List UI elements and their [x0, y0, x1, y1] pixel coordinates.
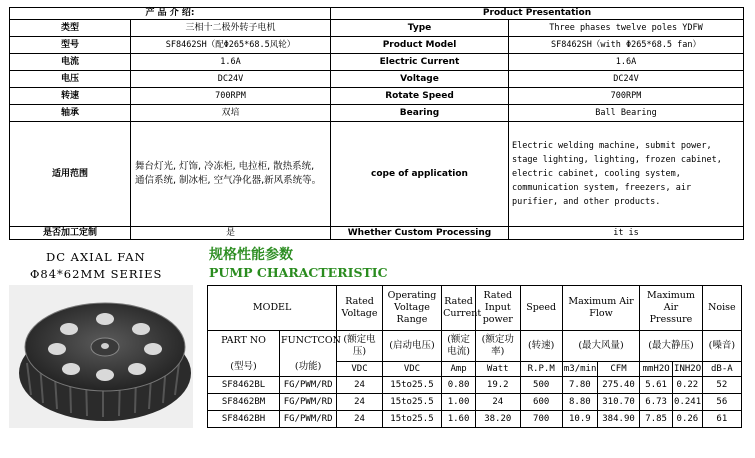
spec-header-row [208, 286, 742, 331]
pressure-mm: 6.73 [640, 394, 673, 411]
rated-current: 1.00 [442, 394, 476, 411]
operating-voltage-header: Operating Voltage Range [382, 286, 441, 331]
en-value: DC24V [509, 71, 744, 88]
product-row-current [10, 54, 744, 71]
unit-mmh2o: mmH2O [640, 362, 673, 377]
rated-voltage: 24 [337, 377, 383, 394]
cn-label: 电压 [10, 71, 131, 88]
unit-speed: R.P.M [520, 362, 562, 377]
part-no: SF8462BM [208, 394, 280, 411]
en-value: 1.6A [509, 54, 744, 71]
en-label: Voltage [331, 71, 509, 88]
pressure-mm: 5.61 [640, 377, 673, 394]
max-air-flow-header: Maximum Air Flow [562, 286, 639, 331]
en-value: 700RPM [509, 88, 744, 105]
en-label: Product Model [331, 37, 509, 54]
flow-m3: 7.80 [562, 377, 597, 394]
noise: 52 [702, 377, 741, 394]
noise: 61 [702, 411, 741, 428]
flow-cfm: 384.90 [597, 411, 639, 428]
rated-voltage-header: Rated Voltage [337, 286, 383, 331]
part-no: SF8462BH [208, 411, 280, 428]
noise-header: Noise [702, 286, 741, 331]
en-value: Three phases twelve poles YDFW [509, 20, 744, 37]
speed-header: Speed [520, 286, 562, 331]
spec-title-cn: 规格性能参数 [209, 247, 293, 263]
en-label: cope of application [331, 122, 509, 227]
en-label: Electric Current [331, 54, 509, 71]
pressure-in: 0.26 [673, 411, 703, 428]
flow-m3: 8.80 [562, 394, 597, 411]
product-row-speed [10, 88, 744, 105]
cn-value: DC24V [131, 71, 331, 88]
cn-label: 适用范围 [10, 122, 131, 227]
flow-cfm: 310.70 [597, 394, 639, 411]
cn-label: 转速 [10, 88, 131, 105]
spec-table [207, 285, 742, 428]
cn-value: 舞台灯光, 灯饰, 冷冻柜, 电拉柜, 散热系统, 通信系统, 制冰柜, 空气净化器,新风系统等。 [131, 122, 331, 227]
pressure-in: 0.22 [673, 377, 703, 394]
product-row-type [10, 20, 744, 37]
en-value: SF8462SH（with Φ265*68.5 fan） [509, 37, 744, 54]
rated-input: 19.2 [476, 377, 520, 394]
unit-dba: dB-A [702, 362, 741, 377]
cn-value: 双培 [131, 105, 331, 122]
product-header-cn: 产 品 介 绍: [10, 8, 331, 20]
pressure-mm: 7.85 [640, 411, 673, 428]
fan-title-line2: Φ84*62MM SERIES [30, 267, 163, 281]
product-row-application [10, 122, 744, 227]
spec-title-en: PUMP CHARACTERISTIC [209, 265, 388, 280]
unit-operating-voltage: VDC [382, 362, 441, 377]
model-header: MODEL [208, 286, 337, 331]
cn-label: 电流 [10, 54, 131, 71]
max-air-pressure-header: Maximum Air Pressure [640, 286, 702, 331]
rated-voltage: 24 [337, 411, 383, 428]
speed: 500 [520, 377, 562, 394]
table-row [208, 377, 742, 394]
function: FG/PWM/RD [280, 411, 337, 428]
fan-image [9, 285, 193, 428]
function-cn: (功能) [294, 360, 322, 372]
air-flow-cn: (最大风量) [562, 331, 639, 362]
cn-value: 是 [131, 227, 331, 240]
speed: 700 [520, 411, 562, 428]
unit-rated-voltage: VDC [337, 362, 383, 377]
speed-cn: (转速) [520, 331, 562, 362]
air-pressure-cn: (最大静压) [640, 331, 702, 362]
speed: 600 [520, 394, 562, 411]
table-row [208, 411, 742, 428]
operating-voltage: 15to25.5 [382, 394, 441, 411]
en-value: it is [509, 227, 744, 240]
function-label: FUNCTCON [281, 334, 341, 346]
function: FG/PWM/RD [280, 394, 337, 411]
product-header-en: Product Presentation [331, 8, 744, 20]
blower-wheel-illustration [9, 285, 193, 428]
rated-voltage-cn: (额定电压) [337, 331, 383, 362]
noise: 56 [702, 394, 741, 411]
rated-current-cn: (额定电流) [442, 331, 476, 362]
cn-value: 三相十二极外转子电机 [131, 20, 331, 37]
part-no-label: PART NO [221, 334, 266, 346]
cn-value: SF8462SH（配Φ265*68.5风轮） [131, 37, 331, 54]
en-value: Electric welding machine, submit power, stage lighting, lighting, frozen cabinet, electric cabinet, cooling system, communication system, freezers, air purifier, and other products. [509, 122, 744, 227]
product-row-custom [10, 227, 744, 240]
part-no: SF8462BL [208, 377, 280, 394]
cn-label: 型号 [10, 37, 131, 54]
function: FG/PWM/RD [280, 377, 337, 394]
rated-input: 38.20 [476, 411, 520, 428]
cn-label: 轴承 [10, 105, 131, 122]
unit-rated-current: Amp [442, 362, 476, 377]
table-row [208, 394, 742, 411]
unit-rated-input: Watt [476, 362, 520, 377]
rated-current: 0.80 [442, 377, 476, 394]
en-value: Ball Bearing [509, 105, 744, 122]
operating-voltage: 15to25.5 [382, 377, 441, 394]
operating-voltage: 15to25.5 [382, 411, 441, 428]
part-no-header [208, 331, 280, 377]
unit-inh2o: INH2O [673, 362, 703, 377]
function-header [280, 331, 341, 377]
unit-cfm: CFM [597, 362, 639, 377]
product-row-voltage [10, 71, 744, 88]
noise-cn: (噪音) [702, 331, 741, 362]
flow-cfm: 275.40 [597, 377, 639, 394]
cn-value: 1.6A [131, 54, 331, 71]
spec-subheader-row [208, 331, 742, 362]
fan-title-line1: DC AXIAL FAN [46, 250, 146, 264]
en-label: Type [331, 20, 509, 37]
rated-current: 1.60 [442, 411, 476, 428]
part-no-cn: (型号) [230, 360, 257, 372]
rated-input-header: Rated Input power [476, 286, 520, 331]
product-header-row [10, 8, 744, 20]
product-table [9, 7, 744, 240]
product-row-model [10, 37, 744, 54]
flow-m3: 10.9 [562, 411, 597, 428]
cn-label: 是否加工定制 [10, 227, 131, 240]
en-label: Whether Custom Processing [331, 227, 509, 240]
unit-m3: m3/min [562, 362, 597, 377]
rated-input: 24 [476, 394, 520, 411]
pressure-in: 0.241 [673, 394, 703, 411]
operating-voltage-cn: (启动电压) [382, 331, 441, 362]
rated-voltage: 24 [337, 394, 383, 411]
cn-label: 类型 [10, 20, 131, 37]
en-label: Bearing [331, 105, 509, 122]
rated-current-header: Rated Current [442, 286, 476, 331]
cn-value: 700RPM [131, 88, 331, 105]
product-row-bearing [10, 105, 744, 122]
rated-input-cn: (额定功率) [476, 331, 520, 362]
en-label: Rotate Speed [331, 88, 509, 105]
